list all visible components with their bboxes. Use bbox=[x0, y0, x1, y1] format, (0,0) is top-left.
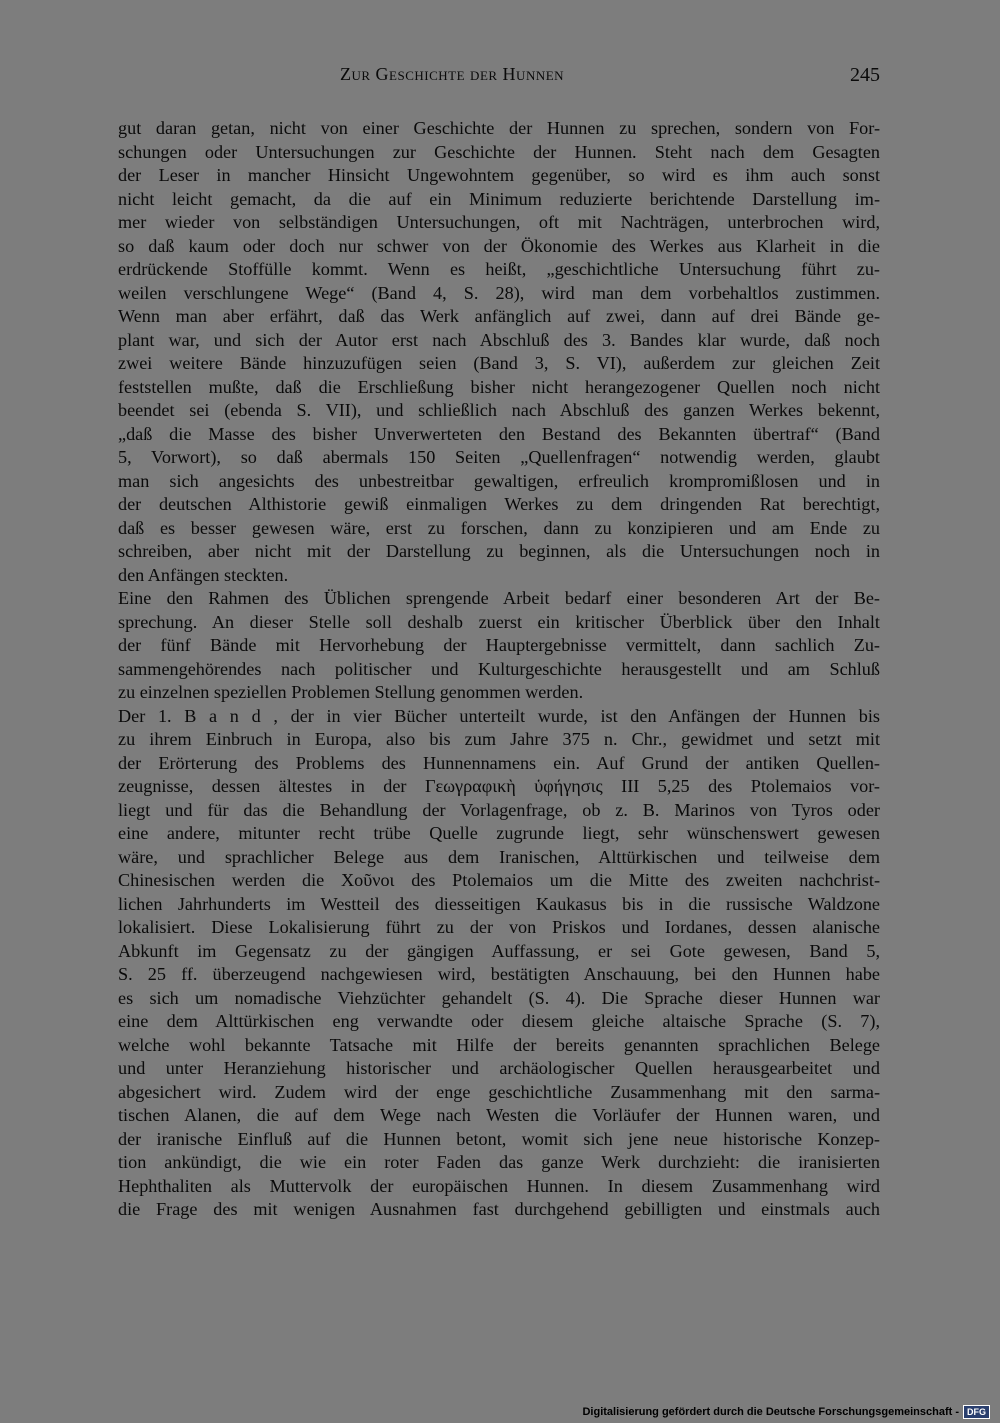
text-line: eine andere, mitunter recht trübe Quelle zugrunde liegt, sehr wünschenswert gewesen bbox=[118, 823, 880, 843]
text-line: welche wohl bekannte Tatsache mit Hilfe der bereits genannten sprachlichen Belege bbox=[118, 1034, 880, 1055]
page-number: 245 bbox=[850, 64, 880, 86]
text-line: lokalisiert. Diese Lokalisierung führt zu der von Priskos und Iordanes, dessen alanische bbox=[118, 917, 880, 937]
text-line: die Frage des mit wenigen Ausnahmen fast durchgehend gebilligten und einstmals auch bbox=[118, 1199, 880, 1219]
text-line: liegt und für das die Behandlung der Vorlagenfrage, ob z. B. Marinos von Tyros oder bbox=[118, 799, 880, 820]
digitization-footer bbox=[582, 1405, 990, 1419]
text-line: feststellen mußte, daß die Erschließung bisher nicht herangezogener Quellen noch nicht bbox=[118, 376, 880, 397]
text-line: zeugnisse, dessen ältestes in der Γεωγραφικὴ ὑφήγησις III 5,25 des Ptolemaios vor- bbox=[118, 776, 880, 796]
text-line: S. 25 ff. überzeugend nachgewiesen wird, bestätigten Anschauung, bei den Hunnen habe bbox=[118, 964, 880, 984]
text-line: abgesichert wird. Zudem wird der enge geschichtliche Zusammenhang mit den sarma- bbox=[118, 1081, 880, 1102]
dfg-logo: DFG bbox=[963, 1405, 990, 1419]
text-line: schungen oder Untersuchungen zur Geschichte der Hunnen. Steht nach dem Gesagten bbox=[118, 141, 880, 162]
text-line: den Anfängen steckten. bbox=[118, 564, 289, 585]
text-line: beendet sei (ebenda S. VII), und schließlich nach Abschluß des ganzen Werkes bekennt, bbox=[118, 400, 880, 420]
text-line: der deutschen Althistorie gewiß einmaligen Werkes zu dem dringenden Rat berechtigt, bbox=[118, 494, 880, 514]
page-header bbox=[118, 64, 880, 94]
text-line: sprechung. An dieser Stelle soll deshalb zuerst ein kritischer Überblick über den Inhalt bbox=[118, 611, 880, 632]
text-line: es sich um nomadische Viehzüchter gehandelt (S. 4). Die Sprache dieser Hunnen war bbox=[118, 987, 880, 1008]
running-title: Zur Geschichte der Hunnen bbox=[340, 64, 565, 84]
text-line: „daß die Masse des bisher Unverwerteten den Bestand des Bekannten übertraf“ (Band bbox=[118, 423, 880, 444]
text-line: 5, Vorwort), so daß abermals 150 Seiten „Quellenfragen“ notwendig werden, glaubt bbox=[118, 447, 880, 467]
text-line: sammengehörendes nach politischer und Kulturgeschichte herausgestellt und am Schluß bbox=[118, 658, 880, 679]
text-line: man sich angesichts des unbestreitbar gewaltigen, erfreulich krompromißlosen und in bbox=[118, 470, 880, 491]
text-line: zwei weitere Bände hinzuzufügen seien (Band 3, S. VI), außerdem zur gleichen Zeit bbox=[118, 353, 880, 373]
text-line: tischen Alanen, die auf dem Wege nach Westen die Vorläufer der Hunnen waren, und bbox=[118, 1105, 880, 1125]
text-line: der Erörterung des Problems des Hunnennamens ein. Auf Grund der antiken Quellen- bbox=[118, 752, 880, 773]
footer-credit: Digitalisierung gefördert durch die Deutsche Forschungsgemeinschaft - bbox=[582, 1406, 959, 1418]
text-line: so daß kaum oder doch nur schwer von der Ökonomie des Werkes aus Klarheit in die bbox=[118, 235, 880, 256]
text-line: der iranische Einfluß auf die Hunnen betont, womit sich jene neue historische Konzep- bbox=[118, 1128, 880, 1149]
text-line: erdrückende Stoffülle kommt. Wenn es heißt, „geschichtliche Untersuchung führt zu- bbox=[118, 259, 880, 279]
text-line: Chinesischen werden die Χοῦνοι des Ptolemaios um die Mitte des zweiten nachchrist- bbox=[118, 870, 880, 890]
text-line: schreiben, aber nicht mit der Darstellung zu beginnen, als die Untersuchungen noch in bbox=[118, 541, 880, 561]
text-line: mer wieder von selbständigen Untersuchungen, oft mit Nachträgen, unterbrochen wird, bbox=[118, 212, 880, 232]
text-line: daß es besser gewesen wäre, erst zu forschen, dann zu konzipieren und am Ende zu bbox=[118, 517, 880, 538]
text-line: der fünf Bände mit Hervorhebung der Hauptergebnisse vermittelt, dann sachlich Zu- bbox=[118, 635, 880, 655]
text-line: zu ihrem Einbruch in Europa, also bis zum Jahre 375 n. Chr., gewidmet und setzt mit bbox=[118, 729, 880, 749]
text-line: eine dem Alttürkischen eng verwandte oder diesem gleiche altaische Sprache (S. 7), bbox=[118, 1011, 880, 1031]
text-line: Der 1. B a n d , der in vier Bücher unterteilt wurde, ist den Anfängen der Hunnen bis bbox=[118, 705, 880, 726]
text-line: wäre, und sprachlicher Belege aus dem Iranischen, Alttürkischen und teilweise dem bbox=[118, 846, 880, 867]
text-line: plant war, und sich der Autor erst nach Abschluß des 3. Bandes klar wurde, daß noch bbox=[118, 329, 880, 350]
text-line: Hephthaliten als Muttervolk der europäischen Hunnen. In diesem Zusammenhang wird bbox=[118, 1175, 880, 1196]
text-line: gut daran getan, nicht von einer Geschichte der Hunnen zu sprechen, sondern von For- bbox=[118, 118, 880, 138]
text-line: und unter Heranziehung historischer und archäologischer Quellen herausgearbeitet und bbox=[118, 1058, 880, 1078]
text-line: Eine den Rahmen des Üblichen sprengende Arbeit bedarf einer besonderen Art der Be- bbox=[118, 588, 880, 608]
text-line: lichen Jahrhunderts im Westteil des diesseitigen Kaukasus bis in die russische Waldzone bbox=[118, 893, 880, 914]
text-line: weilen verschlungene Wege“ (Band 4, S. 28), wird man dem vorbehaltlos zustimmen. bbox=[118, 282, 880, 303]
text-line: nicht leicht gemacht, da die auf ein Minimum reduzierte berichtende Darstellung im- bbox=[118, 188, 880, 209]
text-line: Wenn man aber erfährt, daß das Werk anfänglich auf zwei, dann auf drei Bände ge- bbox=[118, 306, 880, 326]
text-line: Abkunft im Gegensatz zu der gängigen Auffassung, er sei Gote gewesen, Band 5, bbox=[118, 940, 880, 961]
text-line: tion ankündigt, die wie ein roter Faden das ganze Werk durchzieht: die iranisierten bbox=[118, 1152, 880, 1172]
text-line: der Leser in mancher Hinsicht Ungewohntem gegenüber, so wird es ihm auch sonst bbox=[118, 165, 880, 185]
body-text bbox=[118, 117, 880, 1222]
text-line: zu einzelnen speziellen Problemen Stellung genommen werden. bbox=[118, 682, 584, 702]
